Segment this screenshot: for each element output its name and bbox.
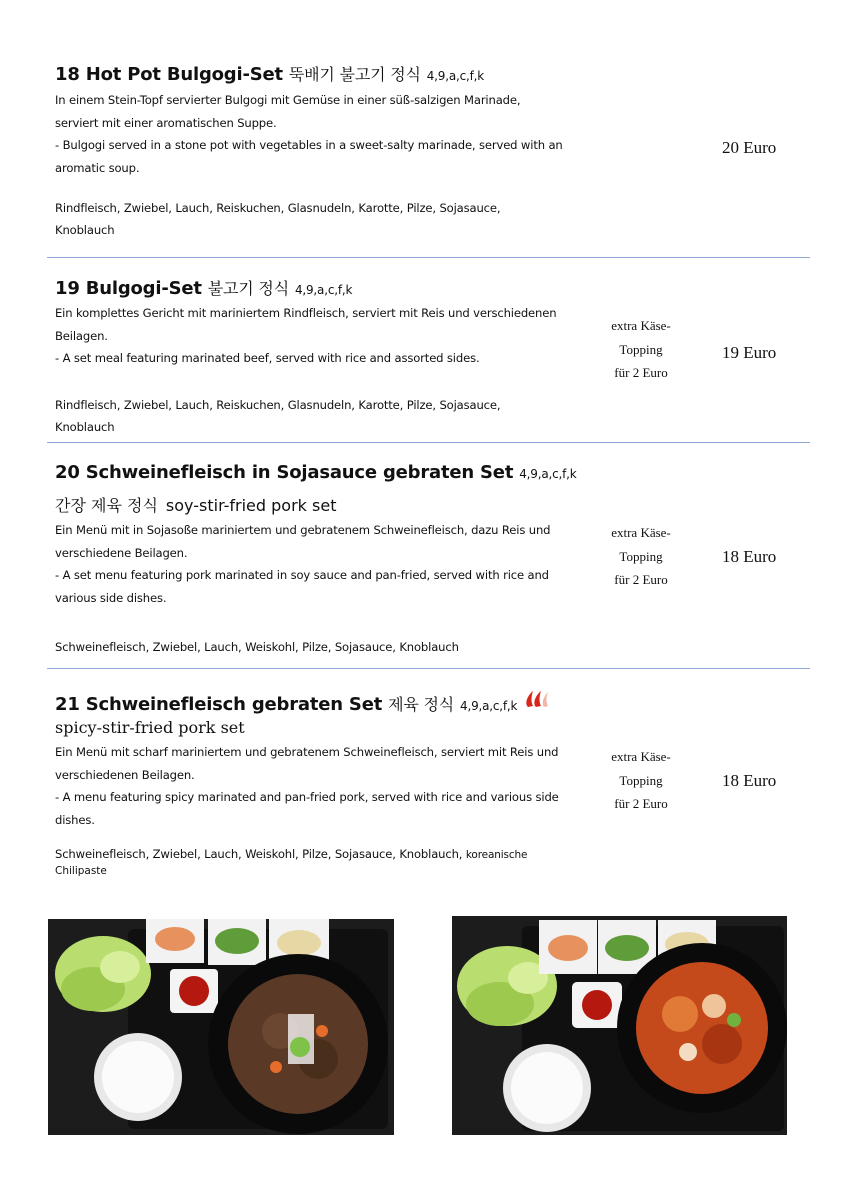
item-18-description xyxy=(55,89,565,179)
item-21-ingredients xyxy=(55,843,555,866)
korean-name: 간장 제육 정식 xyxy=(55,496,158,515)
item-19-ingredients: Rindfleisch, Zwiebel, Lauch, Reiskuchen, Glasnudeln, Karotte, Pilze, Sojasauce, Knoblauch xyxy=(55,398,501,434)
item-21-description xyxy=(55,741,565,831)
extra-line: für 2 Euro xyxy=(614,365,668,380)
item-18-price: 20 Euro xyxy=(722,138,777,157)
item-21-title xyxy=(55,692,517,715)
item-20-price: 18 Euro xyxy=(722,547,777,566)
allergen-codes: 4,9,a,c,f,k xyxy=(460,699,518,713)
bulgogi-set-photo xyxy=(48,919,394,1135)
korean-name: 뚝배기 불고기 정식 xyxy=(288,65,421,84)
ingredients-small-line: Chilipaste xyxy=(55,865,107,877)
section-divider xyxy=(47,442,810,443)
extra-line: für 2 Euro xyxy=(614,796,668,811)
item-name: 19 Bulgogi-Set xyxy=(55,278,202,299)
extra-line: extra Käse- xyxy=(611,749,671,764)
description-english: - A set menu featuring pork marinated in soy sauce and pan-fried, served with rice and various side dishes. xyxy=(55,568,549,605)
item-name: 21 Schweinefleisch gebraten Set xyxy=(55,694,383,715)
item-19-description xyxy=(55,302,565,370)
ingredients-small: koreanische xyxy=(465,849,528,861)
item-name: 20 Schweinefleisch in Sojasauce gebraten Set xyxy=(55,462,514,483)
description-english: - A set meal featuring marinated beef, served with rice and assorted sides. xyxy=(55,351,480,365)
item-20-ingredients: Schweinefleisch, Zwiebel, Lauch, Weiskohl, Pilze, Sojasauce, Knoblauch xyxy=(55,640,459,654)
item-21-price: 18 Euro xyxy=(722,771,777,790)
description-german: Ein komplettes Gericht mit mariniertem Rindfleisch, serviert mit Reis und verschiedenen Beilagen. xyxy=(55,306,557,343)
extra-line: extra Käse- xyxy=(611,525,671,540)
description-german: Ein Menü mit scharf mariniertem und gebratenem Schweinefleisch, serviert mit Reis und verschiedenen Beilagen. xyxy=(55,745,559,782)
extra-line: Topping xyxy=(619,341,663,357)
description-english: - A menu featuring spicy marinated and pan-fried pork, served with rice and various side dishes. xyxy=(55,790,559,827)
item-20-subtitle xyxy=(55,493,336,516)
item-name: 18 Hot Pot Bulgogi-Set xyxy=(55,64,283,85)
spicy-pork-set-photo xyxy=(452,916,787,1135)
extra-line: Topping xyxy=(619,548,663,564)
description-english: - Bulgogi served in a stone pot with vegetables in a sweet-salty marinade, served with an aromatic soup. xyxy=(55,138,563,175)
item-18-ingredients: Rindfleisch, Zwiebel, Lauch, Reiskuchen, Glasnudeln, Karotte, Pilze, Sojasauce, Knoblauch xyxy=(55,201,501,237)
allergen-codes: 4,9,a,c,f,k xyxy=(294,283,353,297)
korean-name: 제육 정식 xyxy=(388,695,455,714)
item-19-title xyxy=(55,276,352,299)
item-20-title xyxy=(55,462,577,483)
extra-line: Topping xyxy=(619,772,663,788)
section-divider xyxy=(47,257,810,258)
korean-name: 불고기 정식 xyxy=(207,279,289,298)
item-19-price: 19 Euro xyxy=(722,343,777,362)
ingredients-text: Schweinefleisch, Zwiebel, Lauch, Weiskohl, Pilze, Sojasauce, Knoblauch, xyxy=(55,847,463,861)
english-name: soy-stir-fried pork set xyxy=(165,496,337,515)
description-german: Ein Menü mit in Sojasoße mariniertem und gebratenem Schweinefleisch, dazu Reis und verschiedene Beilagen. xyxy=(55,523,551,560)
item-20-description xyxy=(55,519,565,609)
item-21-subtitle xyxy=(55,718,245,737)
english-name: spicy-stir-fried pork set xyxy=(55,718,245,737)
item-19-extra-topping xyxy=(596,314,686,385)
description-german: In einem Stein-Topf servierter Bulgogi mit Gemüse in einer süß-salzigen Marinade, serviert mit einer aromatischen Suppe. xyxy=(55,93,521,130)
allergen-codes: 4,9,a,c,f,k xyxy=(426,69,485,83)
allergen-codes: 4,9,a,c,f,k xyxy=(519,467,577,481)
item-21-extra-topping xyxy=(596,745,686,816)
chili-icon xyxy=(522,689,552,709)
item-18-title xyxy=(55,62,484,85)
extra-line: für 2 Euro xyxy=(614,572,668,587)
extra-line: extra Käse- xyxy=(611,318,671,333)
item-20-extra-topping xyxy=(596,521,686,592)
section-divider xyxy=(47,668,810,669)
